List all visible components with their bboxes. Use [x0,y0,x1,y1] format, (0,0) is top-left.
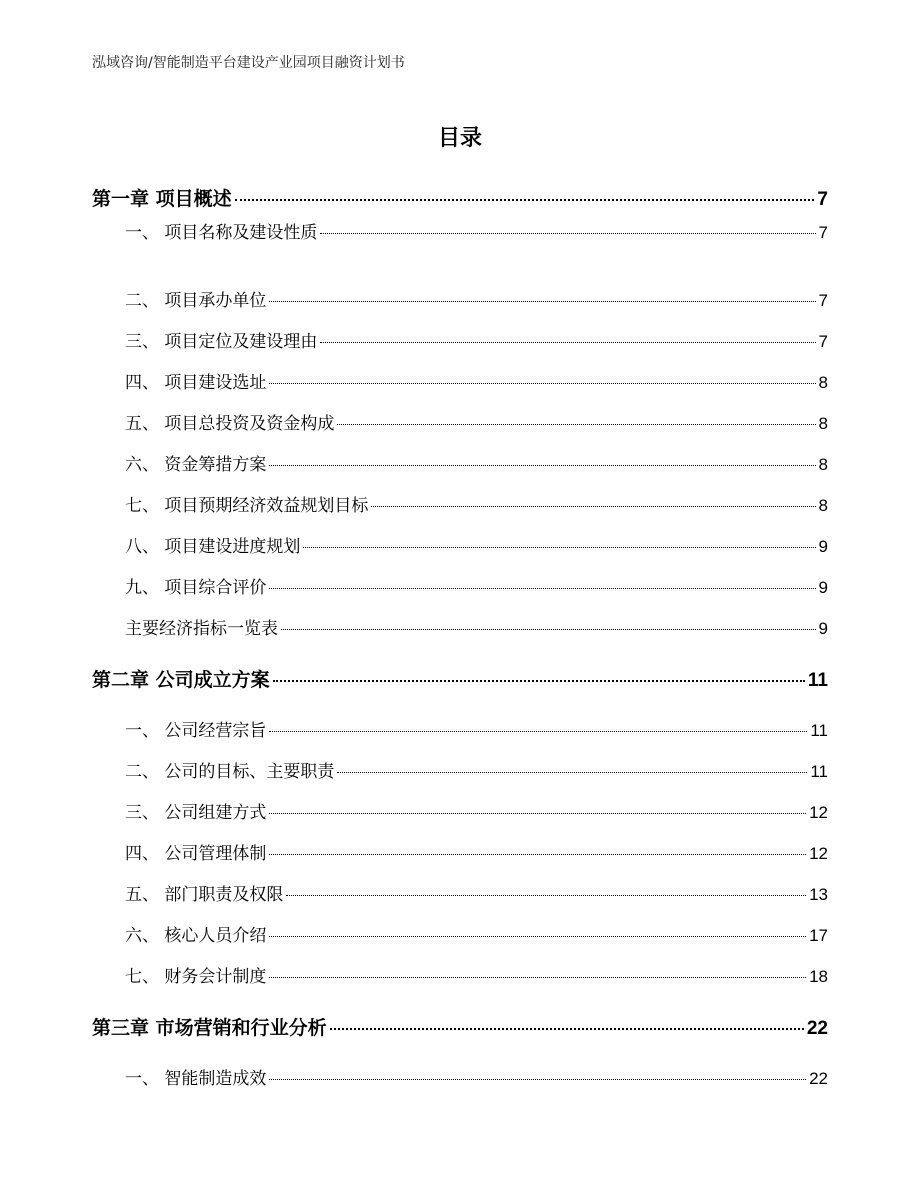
toc-page-number: 11 [810,762,828,781]
toc-page-number: 8 [818,373,828,392]
toc-entry-section[interactable] [125,614,828,639]
toc-entry-section[interactable] [125,573,828,598]
toc-page-number: 9 [818,578,828,597]
toc-entry-label: 七、 财务会计制度 [125,967,267,987]
toc-entry-label: 第三章 市场营销和行业分析 [92,1017,327,1039]
dot-leader [269,731,807,732]
toc-entry-label: 五、 部门职责及权限 [125,885,284,905]
toc-entry-label: 九、 项目综合评价 [125,578,267,598]
toc-entry-label: 八、 项目建设进度规划 [125,537,301,557]
dot-leader [269,588,815,589]
toc-entry-chapter[interactable] [92,1013,828,1040]
dot-leader [371,506,815,507]
toc-title: 目录 [437,126,482,151]
toc-page-number: 22 [809,1069,828,1088]
toc-entry-label: 四、 项目建设选址 [125,373,267,393]
toc-page-number: 9 [818,537,828,556]
toc-entry-section[interactable] [125,327,828,352]
toc-entry-section[interactable] [125,368,828,393]
dot-leader [281,629,816,630]
toc-entry-section[interactable] [125,409,828,434]
toc-page-number: 18 [809,967,828,986]
dot-leader [269,936,806,937]
toc-page-number: 7 [817,189,828,210]
toc-entry-label: 第一章 项目概述 [92,188,232,210]
dot-leader [269,465,815,466]
toc-page-number: 8 [818,496,828,515]
dot-leader [269,1079,806,1080]
toc-entry-label: 二、 公司的目标、主要职责 [125,762,335,782]
toc-page-number: 13 [809,885,828,904]
toc-entry-section[interactable] [125,218,828,243]
toc-entry-label: 三、 项目定位及建设理由 [125,332,318,352]
toc-page-number: 17 [809,926,828,945]
toc-entry-section[interactable] [125,839,828,864]
toc-page-number: 9 [818,619,828,638]
toc-entry-label: 第二章 公司成立方案 [92,669,270,691]
toc-page-number: 7 [818,223,828,242]
toc-entry-chapter[interactable] [92,665,828,692]
toc-entry-label: 六、 资金筹措方案 [125,455,267,475]
toc-entry-label: 四、 公司管理体制 [125,844,267,864]
dot-leader [269,301,815,302]
toc-entry-section[interactable] [125,450,828,475]
document-header: 泓域咨询/智能制造平台建设产业园项目融资计划书 [92,55,405,71]
dot-leader [320,342,815,343]
toc-page-number: 7 [818,291,828,310]
toc-entry-chapter[interactable] [92,184,828,211]
toc-page-number: 8 [818,455,828,474]
toc-entry-section[interactable] [125,757,828,782]
dot-leader [269,854,806,855]
toc-entry-label: 一、 项目名称及建设性质 [125,223,318,243]
toc-entry-label: 六、 核心人员介绍 [125,926,267,946]
toc-entry-label: 二、 项目承办单位 [125,291,267,311]
toc-page-number: 11 [807,670,828,691]
toc-entry-section[interactable] [125,1064,828,1089]
dot-leader [320,233,815,234]
dot-leader [235,199,815,201]
toc-entry-section[interactable] [125,880,828,905]
toc-entry-section[interactable] [125,532,828,557]
toc-entry-section[interactable] [125,491,828,516]
toc-entry-section[interactable] [125,798,828,823]
toc-entry-label: 主要经济指标一览表 [125,619,278,639]
dot-leader [330,1028,804,1030]
dot-leader [269,813,806,814]
dot-leader [337,424,815,425]
toc-entry-section[interactable] [125,286,828,311]
toc-page-number: 11 [810,721,828,740]
toc-entry-label: 一、 公司经营宗旨 [125,721,267,741]
toc-page-number: 7 [818,332,828,351]
toc-entry-label: 一、 智能制造成效 [125,1069,267,1089]
toc-page-number: 12 [809,803,828,822]
toc-entry-label: 七、 项目预期经济效益规划目标 [125,496,369,516]
dot-leader [273,680,805,682]
dot-leader [269,977,806,978]
dot-leader [337,772,807,773]
toc-entry-label: 五、 项目总投资及资金构成 [125,414,335,434]
toc-entry-section[interactable] [125,716,828,741]
toc-page-number: 22 [806,1018,828,1039]
toc-entry-section[interactable] [125,921,828,946]
toc-entry-label: 三、 公司组建方式 [125,803,267,823]
dot-leader [269,383,815,384]
dot-leader [286,895,806,896]
toc-page-number: 12 [809,844,828,863]
toc-entry-section[interactable] [125,962,828,987]
dot-leader [303,547,815,548]
toc-page-number: 8 [818,414,828,433]
